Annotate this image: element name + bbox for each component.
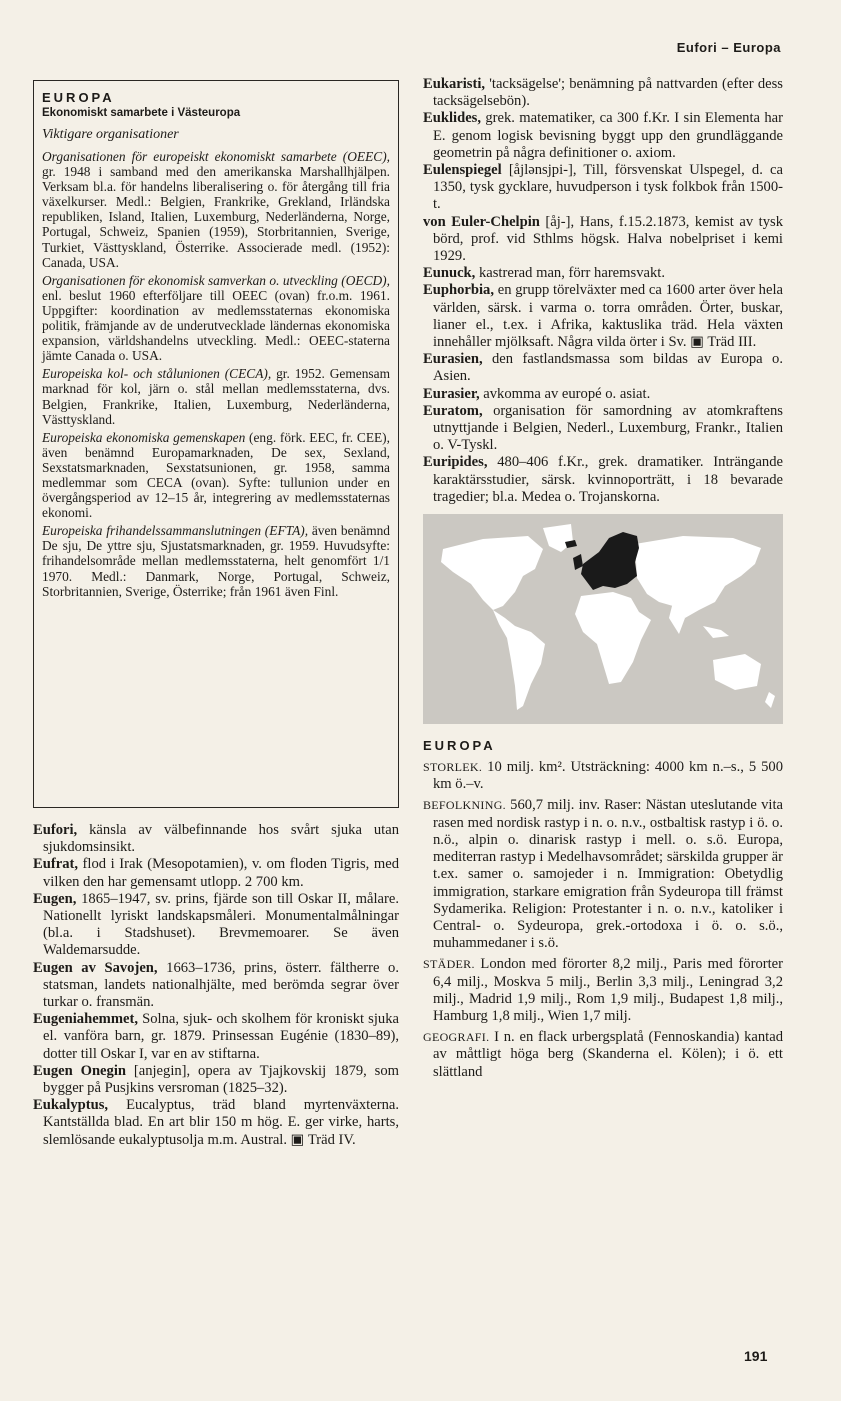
dictionary-entry: Eugen, 1865–1947, sv. prins, fjärde son till Oskar II, målare. Nationellt lyriskt landskapsmåleri. Monumentalmålningar (bl.a. i Stadshuset). Brevmemoarer. Se även Waldemarsudde.: [33, 890, 399, 959]
page-number: 191: [744, 1348, 768, 1364]
right-column: [423, 76, 783, 1085]
dictionary-entry: Eugen Onegin [anjegin], opera av Tjajkovskij 1879, som bygger på Pusjkins versroman (1825–32).: [33, 1062, 399, 1097]
dictionary-entry: Eugeniahemmet, Solna, sjuk- och skolhem för kroniskt sjuka el. vanföra barn, gr. 1879. Prinsessan Eugénie (1830–89), dotter till Oskar I, var en av stiftarna.: [33, 1011, 399, 1062]
dictionary-entry: Eufori, känsla av välbefinnande hos svårt sjuka utan sjukdomsinsikt.: [33, 822, 399, 856]
org-entry: Organisationen för ekonomisk samverkan o. utveckling (OECD), enl. beslut 1960 efterföljare till OEEC (ovan) fr.o.m. 1961. Uppgifter: koordination av medlemsstaternas ekonomiska politik, främjande av de underutvecklade ländernas ekonomiska expansion, världshandelns utveckling. Medl.: OEEC-staterna jämte Canada o. USA.: [42, 272, 390, 364]
dictionary-entry: Euripides, 480–406 f.Kr., grek. dramatiker. Inträngande karaktärsstudier, särsk. kvinnoporträtt, i 18 bevarade tragedier; bl.a. Medea o. Trojanskorna.: [423, 454, 783, 505]
europa-fact: GEOGRAFI. I n. en flack urbergsplatå (Fennoskandia) kantad av måttligt höga berg (Skanderna el. Kölen); i ö. ett slättland: [423, 1029, 783, 1080]
dictionary-entry: Euklides, grek. matematiker, ca 300 f.Kr. I sin Elementa har E. genom logisk bevisning byggt upp den grundläggande geometrin på några definitioner o. axiom.: [423, 110, 783, 161]
dictionary-entry: Eufrat, flod i Irak (Mesopotamien), v. om floden Tigris, med vilken den har gemensamt utlopp. 2 700 km.: [33, 856, 399, 890]
dictionary-entry: Euratom, organisation för samordning av atomkraftens utnyttjande i Belgien, Nederl., Luxemburg, Frankr., Italien o. V-Tyskl.: [423, 402, 783, 454]
org-entry: Europeiska kol- och stålunionen (CECA), gr. 1952. Gemensam marknad för kol, järn o. stål mellan medlemsstaterna, dvs. Belgien, Frankrike, Italien, Luxemburg, Nederländerna, Västtyskland.: [42, 366, 390, 427]
dictionary-entry: Eulenspiegel [åjlənsjpi-], Till, försvenskat Ulspegel, d. ca 1350, tysk gycklare, huvudperson i tysk folkbok från 1500-t.: [423, 162, 783, 213]
org-entry: Organisationen för europeiskt ekonomiskt samarbete (OEEC), gr. 1948 i samband med den amerikanska Marshallhjälpen. Verksam bl.a. för handelns liberalisering o. för återgång till fria växelkurser. Medl.: Belgien, Frankrike, Grekland, Irländska republiken, Island, Italien, Luxemburg, Nederländerna, Norge, Portugal, Schweiz, Spanien (1959), Storbritannien, Sverige, Turkiet, Västtyskland, Österrike. Associerade medl. (1952): Canada, USA.: [42, 149, 390, 270]
box-subtitle: Ekonomiskt samarbete i Västeuropa: [42, 107, 241, 119]
dictionary-entry: Eurasien, den fastlandsmassa som bildas av Europa o. Asien.: [423, 351, 783, 385]
org-entry: Europeiska ekonomiska gemenskapen (eng. förk. EEC, fr. CEE), även benämnd Europamarknaden, De sex, Sexland, Sexstatsmarknaden, Sexstatsunionen, gr. 1958, samma medlemmar som CECA (ovan). Syfte: tullunion under en övergångsperiod av 12–15 år, integrering av medlemsstaternas ekonomi.: [42, 429, 390, 521]
dictionary-entry: von Euler-Chelpin [åj-], Hans, f.15.2.1873, kemist av tysk börd, prof. vid Sthlms högsk. Halva nobelpriset i kemi 1929.: [423, 213, 783, 265]
europa-fact: STORLEK. 10 milj. km². Utsträckning: 4000 km n.–s., 5 500 km ö.–v.: [423, 759, 783, 793]
europa-economic-box: [33, 80, 399, 808]
left-column: [33, 80, 399, 1149]
dictionary-entry: Eukaristi, 'tacksägelse'; benämning på nattvarden (efter dess tacksägelsebön).: [423, 76, 783, 110]
org-entry: Europeiska frihandelssammanslutningen (EFTA), även benämnd De sju, De yttre sju, Sjustatsmarknaden, gr. 1959. Huvudsyfte: frihandelsområde mellan medlemsstaterna, helt genomfört 1/1 1970. Medl.: Danmark, Norge, Portugal, Schweiz, Storbritannien, Sverige, Österrike; från 1961 även Finl.: [42, 523, 390, 599]
box-section-heading: Viktigare organisationer: [42, 127, 179, 142]
running-head: Eufori – Europa: [676, 40, 781, 55]
world-map-europe-highlighted: [423, 514, 783, 724]
dictionary-entry: Eurasier, avkomma av europé o. asiat.: [423, 385, 651, 402]
europa-section-title: EUROPA: [423, 738, 496, 754]
dictionary-entry: Euphorbia, en grupp törelväxter med ca 1600 arter över hela världen, särsk. i varma o. torra områden. Örter, buskar, lianer el., t.ex. i Afrika, kaktuslika träd. Hela växten innehåller mjölksaft. Några vilda örter i Sv. ▣ Träd III.: [423, 282, 783, 351]
europa-fact: STÄDER. London med förorter 8,2 milj., Paris med förorter 6,4 milj., Moskva 5 milj., Berlin 3,3 milj., Leningrad 3,2 milj., Madrid 1,9 milj., Rom 1,9 milj., Budapest 1,8 milj., Hamburg 1,8 milj., Wien 1,7 milj.: [423, 956, 783, 1024]
dictionary-entry: Eukalyptus, Eucalyptus, träd bland myrtenväxterna. Kantställda blad. En art blir 150 m hög. E. ger virke, harts, slemlösande eukalyptusolja m.m. Austral. ▣ Träd IV.: [33, 1097, 399, 1148]
europa-fact: BEFOLKNING. 560,7 milj. inv. Raser: Nästan uteslutande vita rasen med nordisk rastyp i n. o. n.v., ostbaltisk rastyp i ö. o. n.ö., alpin o. dinarisk rastyp i mell. o. s.ö. Europa, mediterran rastyp i Medelhavsområdet; särskilda grupper är t.ex. samer o. samojeder i n. Immigration: Obetydlig immigration, starkare emigration från Sydeuropa till främst Sydamerika. Religion: Protestanter i n. o. n.v., katoliker i Central- o. Sydeuropa, grek.-ortodoxa i ö. o. s.ö., muhammedaner i s.ö.: [423, 797, 783, 952]
dictionary-entry: Eunuck, kastrerad man, förr haremsvakt.: [423, 265, 665, 282]
dictionary-entry: Eugen av Savojen, 1663–1736, prins, österr. fältherre o. statsman, landets nationalhjälte, med berömda segrar över turkar o. fransmän.: [33, 959, 399, 1011]
left-entries: [33, 822, 399, 1149]
box-title: EUROPA: [42, 90, 115, 105]
